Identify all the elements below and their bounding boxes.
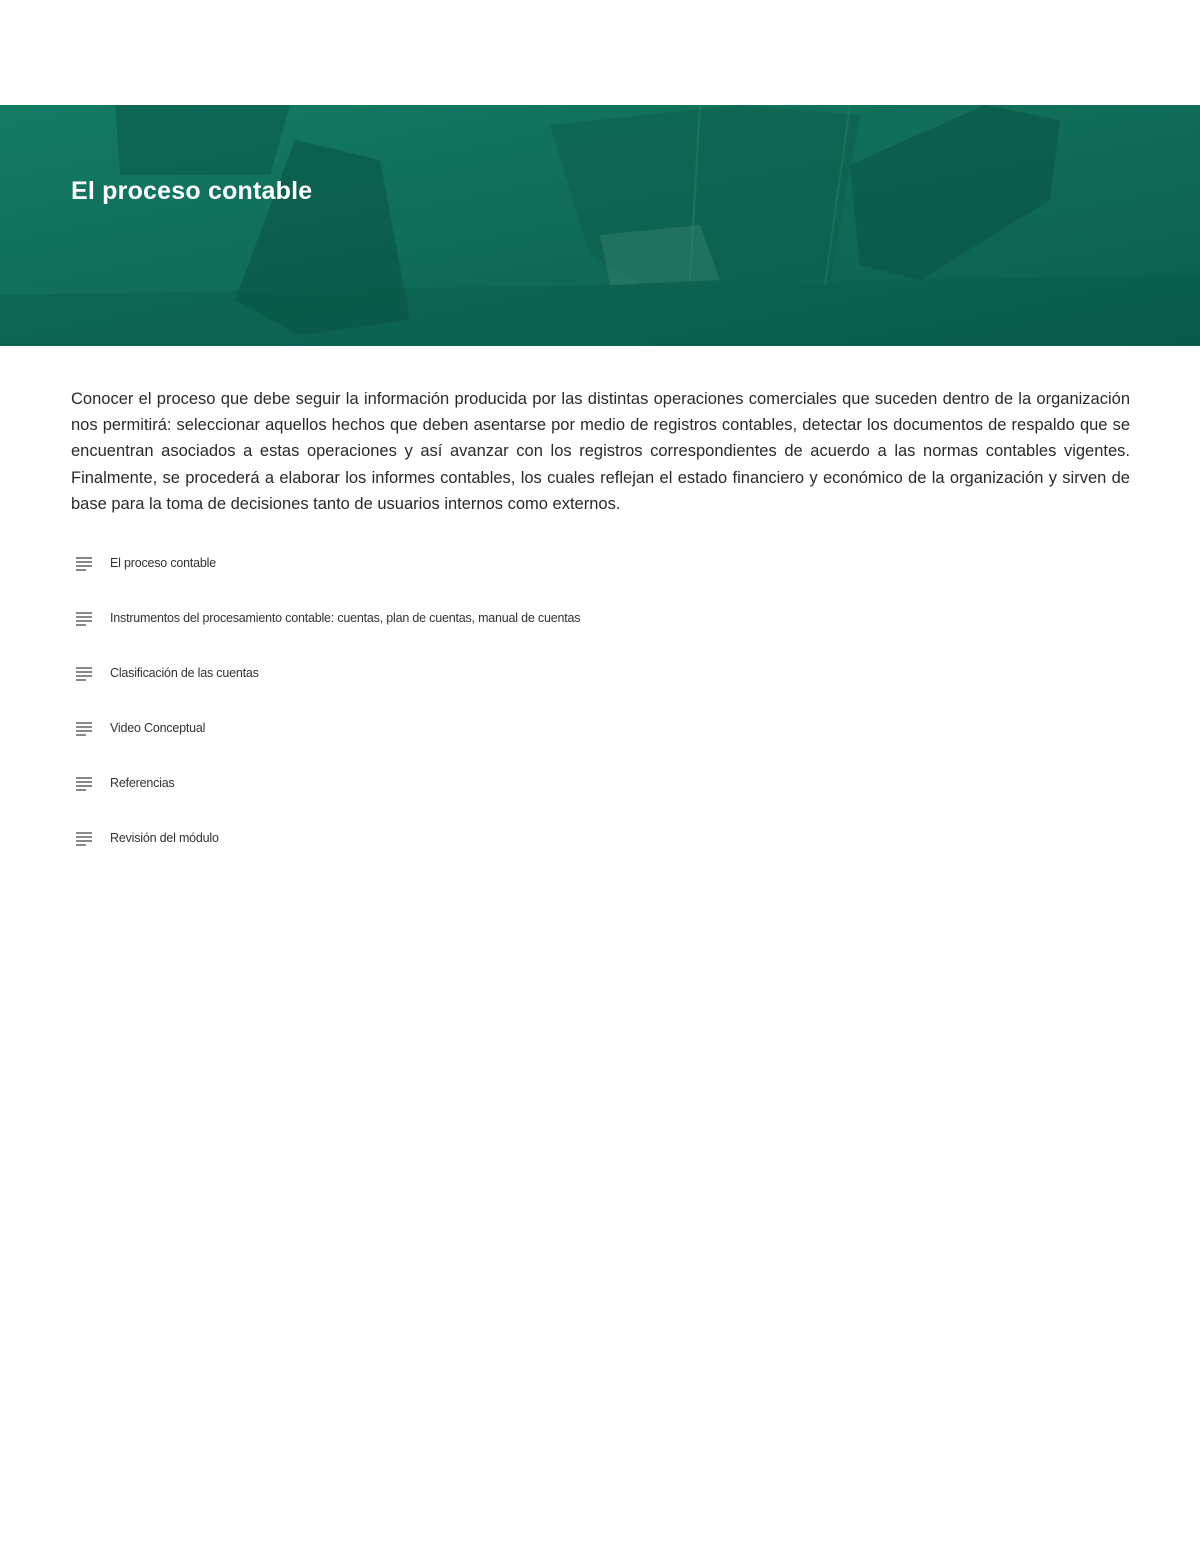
lesson-item-label: Referencias xyxy=(110,776,175,790)
page-title: El proceso contable xyxy=(71,177,313,205)
text-lines-icon xyxy=(74,610,94,626)
lesson-item-clasificacion[interactable] xyxy=(74,661,874,716)
lesson-item-label: Video Conceptual xyxy=(110,721,206,735)
lesson-item-label: Revisión del módulo xyxy=(110,831,219,845)
lesson-item-label: El proceso contable xyxy=(110,556,216,570)
lesson-item-label: Clasificación de las cuentas xyxy=(110,666,259,680)
lesson-item-revision[interactable] xyxy=(74,826,874,881)
text-lines-icon xyxy=(74,555,94,571)
intro-paragraph: Conocer el proceso que debe seguir la información producida por las distintas operaciones comerciales que suceden dentro de la organización nos permitirá: seleccionar aquellos hechos que deben asentarse por medio de registros contables, detectar los documentos de respaldo que se encuentran asociados a estas operaciones y así avanzar con los registros correspondientes de acuerdo a las normas contables vigentes. Finalmente, se procederá a elaborar los informes contables, los cuales reflejan el estado financiero y económico de la organización y sirven de base para la toma de decisiones tanto de usuarios internos como externos. xyxy=(71,390,1130,513)
text-lines-icon xyxy=(74,830,94,846)
banner-background-image xyxy=(0,105,1200,346)
header-banner xyxy=(0,105,1200,346)
text-lines-icon xyxy=(74,775,94,791)
text-lines-icon xyxy=(74,665,94,681)
lesson-item-referencias[interactable] xyxy=(74,771,874,826)
text-lines-icon xyxy=(74,720,94,736)
lesson-item-instrumentos[interactable] xyxy=(74,606,874,661)
lesson-item-label: Instrumentos del procesamiento contable: cuentas, plan de cuentas, manual de cuentas xyxy=(110,611,581,625)
lesson-list xyxy=(74,551,874,881)
lesson-item-el-proceso-contable[interactable] xyxy=(74,551,874,606)
lesson-item-video-conceptual[interactable] xyxy=(74,716,874,771)
